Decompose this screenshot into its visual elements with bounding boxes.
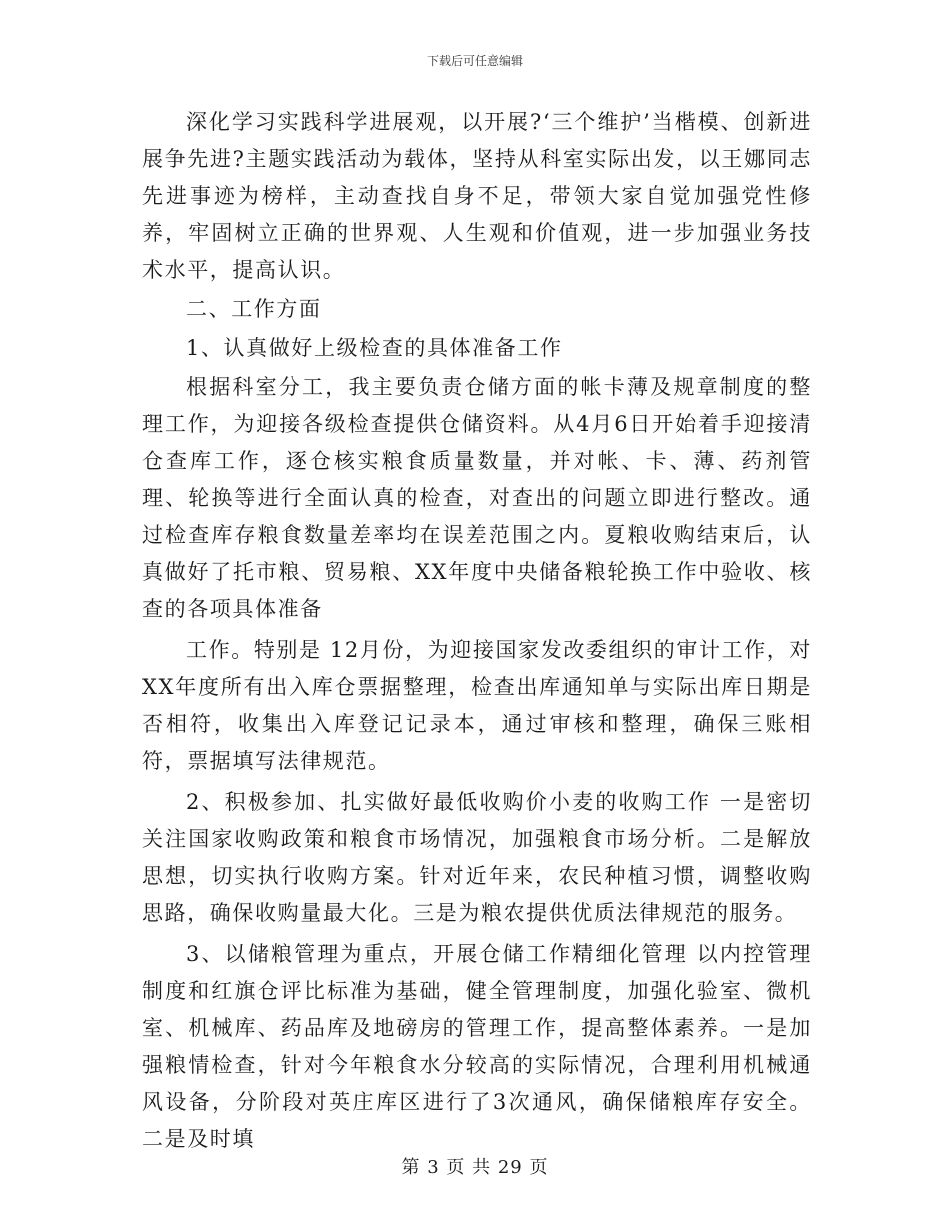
document-body	[142, 104, 812, 1158]
paragraph-storage-management: 3、以储粮管理为重点，开展仓储工作精细化管理 以内控管理制度和红旗仓评比标准为基础，健全管理制度，加强化验室、微机室、机械库、药品库及地磅房的管理工作，提高整体素养。一是加强粮情检查，针对今年粮食水分较高的实际情况，合理利用机械通风设备，分阶段对英庄库区进行了3次通风，确保储粮库存安全。二是及时填	[142, 942, 812, 1151]
page-number: 第 3 页 共 29 页	[401, 1157, 549, 1178]
paragraph-intro: 深化学习实践科学进展观，以开展?‘三个维护’当楷模、创新进展争先进?主题实践活动为载体，坚持从科室实际出发，以王娜同志先进事迹为榜样，主动查找自身不足，带领大家自觉加强党性修养，牢固树立正确的世界观、人生观和价值观，进一步加强业务技术水平，提高认识。	[142, 110, 812, 282]
subheading-inspection-prep: 1、认真做好上级检查的具体准备工作	[186, 336, 563, 360]
page-header: 下载后可任意编辑	[426, 54, 523, 68]
paragraph-audit-work: 工作。特别是 12月份，为迎接国家发改委组织的审计工作，对XX年度所有出入库仓票据整理，检查出库通知单与实际出库日期是否相符，收集出入库登记记录本，通过审核和整理，确保三账相符，票据填写法律规范。	[142, 638, 812, 773]
paragraph-wheat-purchase: 2、积极参加、扎实做好最低收购价小麦的收购工作 一是密切关注国家收购政策和粮食市场情况，加强粮食市场分析。二是解放思想，切实执行收购方案。针对近年来，农民种植习惯，调整收购思路，确保收购量最大化。三是为粮农提供优质法律规范的服务。	[142, 790, 812, 925]
paragraph-inspection-details: 根据科室分工，我主要负责仓储方面的帐卡薄及规章制度的整理工作，为迎接各级检查提供仓储资料。从4月6日开始着手迎接清仓查库工作，逐仓核实粮食质量数量，并对帐、卡、薄、药剂管理、轮换等进行全面认真的检查，对查出的问题立即进行整改。通过检查库存粮食数量差率均在误差范围之内。夏粮收购结束后，认真做好了托市粮、贸易粮、XX年度中央储备粮轮换工作中验收、核查的各项具体准备	[142, 375, 812, 621]
section-heading-work: 二、工作方面	[186, 297, 322, 321]
